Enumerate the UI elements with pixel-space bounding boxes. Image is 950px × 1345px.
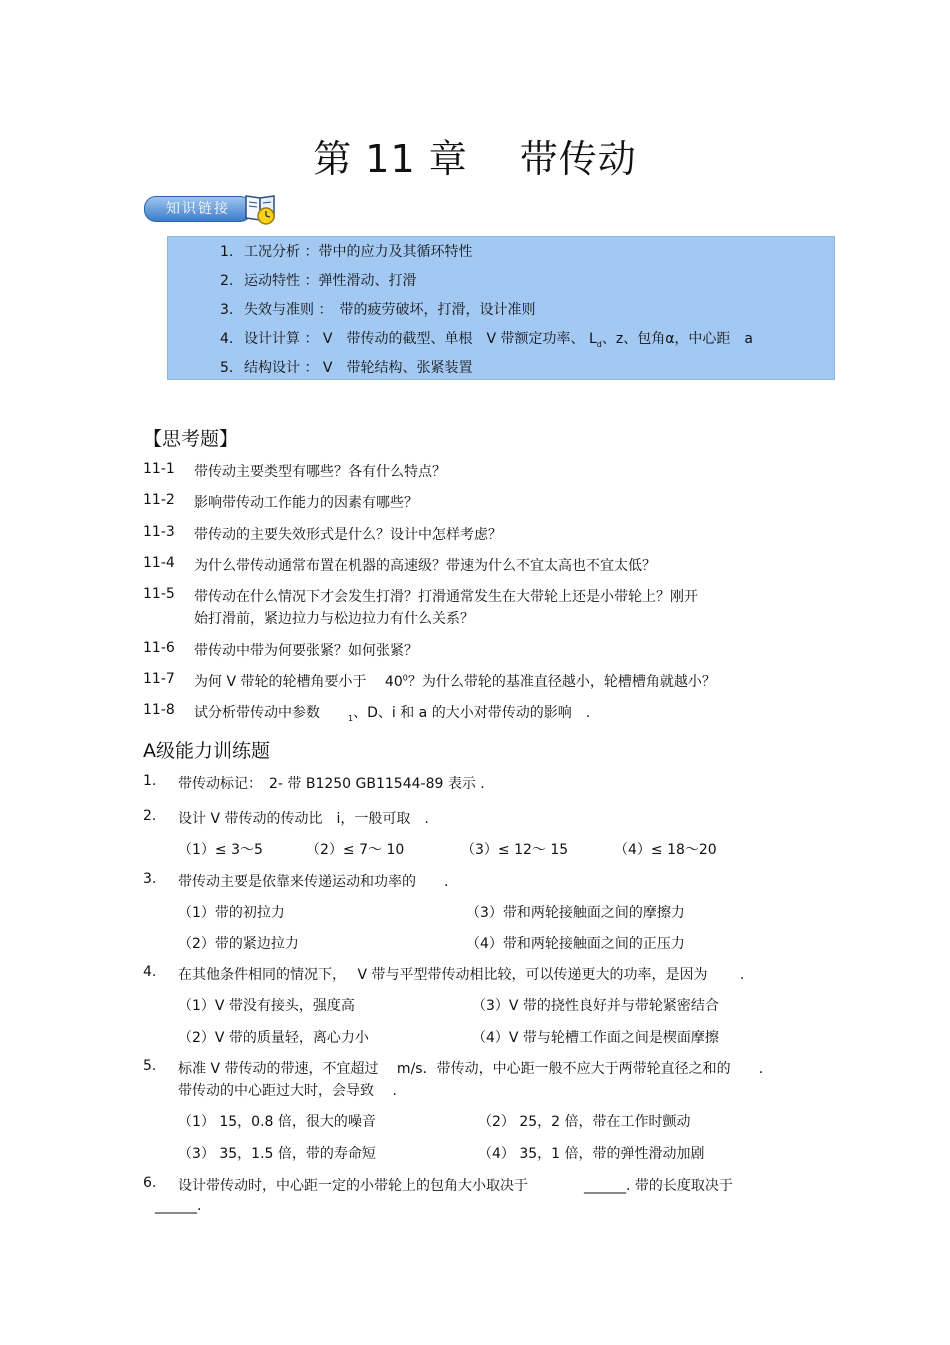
book-clock-icon <box>242 192 282 226</box>
option: （1）≤ 3～5 <box>178 842 263 858</box>
question-number: 11-8 <box>143 702 175 718</box>
question-text-continued: 始打滑前，紧边拉力与松边拉力有什么关系？ <box>194 611 474 627</box>
question-number: 2. <box>143 808 157 824</box>
question-number: 3. <box>143 871 157 887</box>
question-text: 为何 V 带轮的轮槽角要小于 $40^0$？为什么带轮的基准直径越小，轮槽槽角就越小？ <box>194 673 716 690</box>
knowledge-item: 1. 工况分析 ：带中的应力及其循环特性 <box>220 244 473 260</box>
knowledge-link-badge <box>144 192 284 226</box>
option: （1） 15，0.8 倍，很大的噪音 <box>178 1114 376 1130</box>
question-text: 为什么带传动通常布置在机器的高速级？带速为什么不宜太高也不宜太低？ <box>194 558 656 574</box>
option: （2）带的紧边拉力 <box>178 936 299 952</box>
question-text-continued: 带传动的中心距过大时，会导致 . <box>178 1083 397 1099</box>
option: （4） 35，1 倍，带的弹性滑动加剧 <box>478 1146 705 1162</box>
question-number: 11-6 <box>143 640 175 656</box>
option: （4）带和两轮接触面之间的正压力 <box>466 936 685 952</box>
option: （3）带和两轮接触面之间的摩擦力 <box>466 905 685 921</box>
option: （2）≤ 7～ 10 <box>306 842 405 858</box>
question-text: 带传动主要类型有哪些？各有什么特点？ <box>194 464 446 480</box>
knowledge-item: 3. 失效与准则 ： 带的疲劳破坏，打滑，设计准则 <box>220 302 536 318</box>
question-text: 带传动在什么情况下才会发生打滑？打滑通常发生在大带轮上还是小带轮上？刚开 <box>194 589 698 605</box>
option: （2）V 带的质量轻，离心力小 <box>178 1030 369 1046</box>
a-level-heading: A级能力训练题 <box>143 740 270 762</box>
knowledge-item: 4. 设计计算 ： V 带传动的截型、单根 V 带额定功率、 $L_d$、z、包角α，中心距 a <box>220 331 753 349</box>
option: （1）V 带没有接头，强度高 <box>178 998 355 1014</box>
knowledge-item: 5. 结构设计 ： V 带轮结构、张紧装置 <box>220 360 473 376</box>
question-number: 11-4 <box>143 555 175 571</box>
option: （4）V 带与轮槽工作面之间是楔面摩擦 <box>472 1030 719 1046</box>
option: （1）带的初拉力 <box>178 905 285 921</box>
knowledge-item: 2. 运动特性 ：弹性滑动、打滑 <box>220 273 417 289</box>
question-number: 11-3 <box>143 524 175 540</box>
option: （4）≤ 18～20 <box>614 842 717 858</box>
question-number: 11-1 <box>143 461 175 477</box>
question-text: 影响带传动工作能力的因素有哪些？ <box>194 495 418 511</box>
question-number: 11-2 <box>143 492 175 508</box>
knowledge-box <box>167 236 835 380</box>
question-number: 11-7 <box>143 671 175 687</box>
question-number: 5. <box>143 1058 157 1074</box>
question-number: 4. <box>143 964 157 980</box>
page-title: 第 11 章 带传动 <box>313 137 637 181</box>
option: （2） 25，2 倍，带在工作时颤动 <box>478 1114 691 1130</box>
badge-label: 知识链接 <box>144 196 252 222</box>
option: （3） 35，1.5 倍，带的寿命短 <box>178 1146 376 1162</box>
question-text: 带传动的主要失效形式是什么？设计中怎样考虑？ <box>194 527 502 543</box>
question-text: 试分析带传动中参数 $_1$、D、i 和 a 的大小对带传动的影响 . <box>194 705 591 723</box>
question-text: 带传动中带为何要张紧？如何张紧？ <box>194 643 418 659</box>
question-text: 设计 V 带传动的传动比 i，一般可取 . <box>178 811 429 827</box>
option: （3）V 带的挠性良好并与带轮紧密结合 <box>472 998 719 1014</box>
option: （3）≤ 12～ 15 <box>461 842 569 858</box>
question-text: 标准 V 带传动的带速，不宜超过 m/s．带传动，中心距一般不应大于两带轮直径之和的 . <box>178 1061 764 1077</box>
question-number: 1. <box>143 773 157 789</box>
question-text: 在其他条件相同的情况下， V 带与平型带传动相比较，可以传递更大的功率，是因为 . <box>178 967 745 983</box>
question-number: 6. <box>143 1175 157 1191</box>
question-number: 11-5 <box>143 586 175 602</box>
question-text: 带传动标记： 2- 带 B1250 GB11544-89 表示 . <box>178 776 485 792</box>
think-heading: 【思考题】 <box>143 428 239 450</box>
question-text: 设计带传动时，中心距一定的小带轮上的包角大小取决于 ______. 带的长度取决于 <box>178 1178 733 1194</box>
question-text: 带传动主要是依靠来传递运动和功率的 . <box>178 874 449 890</box>
question-text-continued: ______. <box>155 1198 202 1214</box>
